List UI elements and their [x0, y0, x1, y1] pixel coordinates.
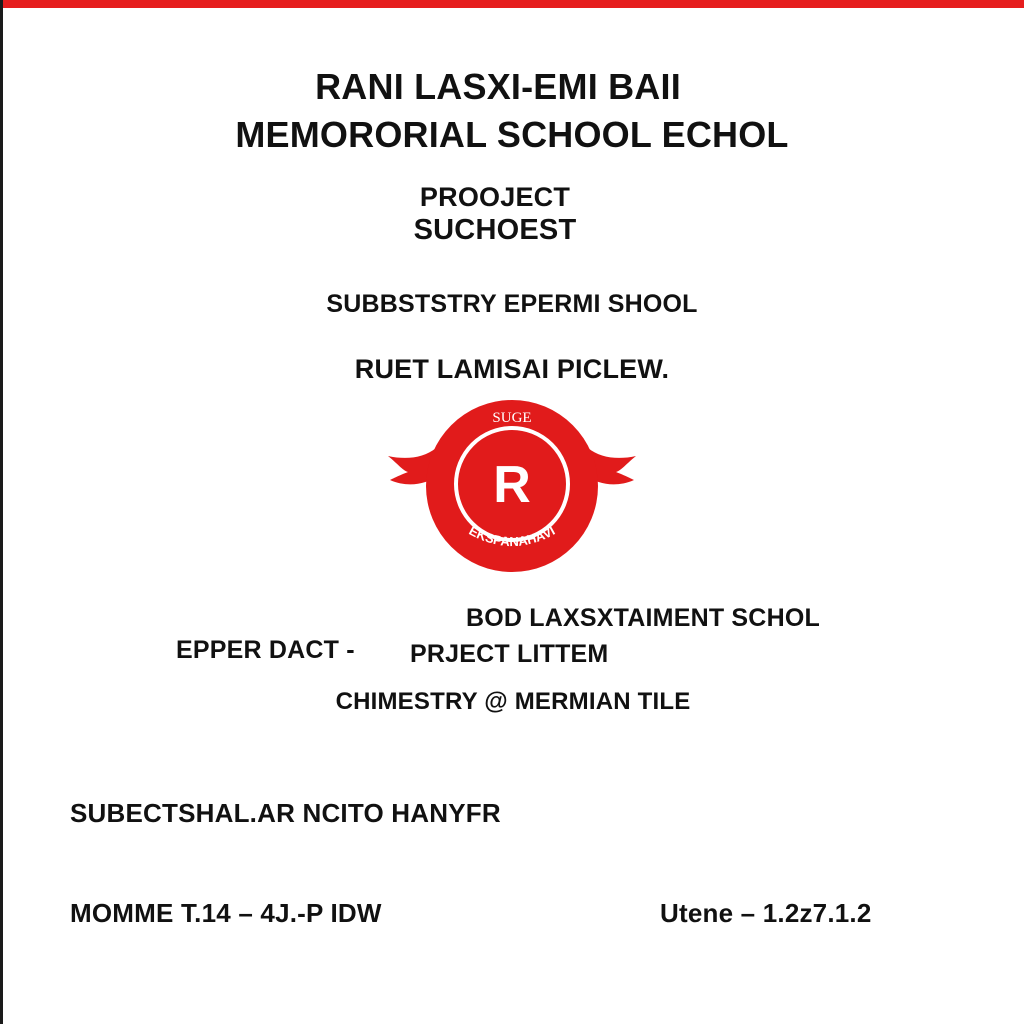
emblem-letter: R: [493, 456, 531, 514]
board-line: BOD LAXSXTAIMENT SCHOL: [466, 604, 820, 632]
project-item: PRJECT LITTEM: [410, 640, 609, 668]
emblem-bottom-text: EKSPANAHAVI: [466, 522, 558, 550]
school-name-line-1: RANI LASXI-EMI BAII: [315, 66, 681, 107]
footer-right-line: Utene – 1.2z7.1.2: [660, 898, 872, 928]
chemistry-title: CHIMESTRY @ MERMIAN TILE: [335, 688, 691, 715]
top-accent-bar: [0, 0, 1024, 8]
footer-subject-line: SUBECTSHAL.AR NCITO HANYFR: [70, 798, 501, 828]
subject-heading: SUBBSTSTRY EPERMI SHOOL: [326, 290, 698, 318]
school-emblem-logo: [384, 396, 640, 576]
department-label: EPPER DACT -: [176, 636, 355, 664]
project-label: PROOJECT: [419, 182, 571, 212]
project-subtitle: SUCHOEST: [413, 214, 577, 246]
student-heading: RUET LAMISAI PICLEW.: [354, 354, 670, 384]
school-name-line-2: MEMORORIAL SCHOOL ECHOL: [235, 114, 789, 155]
emblem-top-text: SUGE: [492, 410, 532, 426]
footer-left-line: MOMME T.14 – 4J.-P IDW: [70, 898, 382, 928]
